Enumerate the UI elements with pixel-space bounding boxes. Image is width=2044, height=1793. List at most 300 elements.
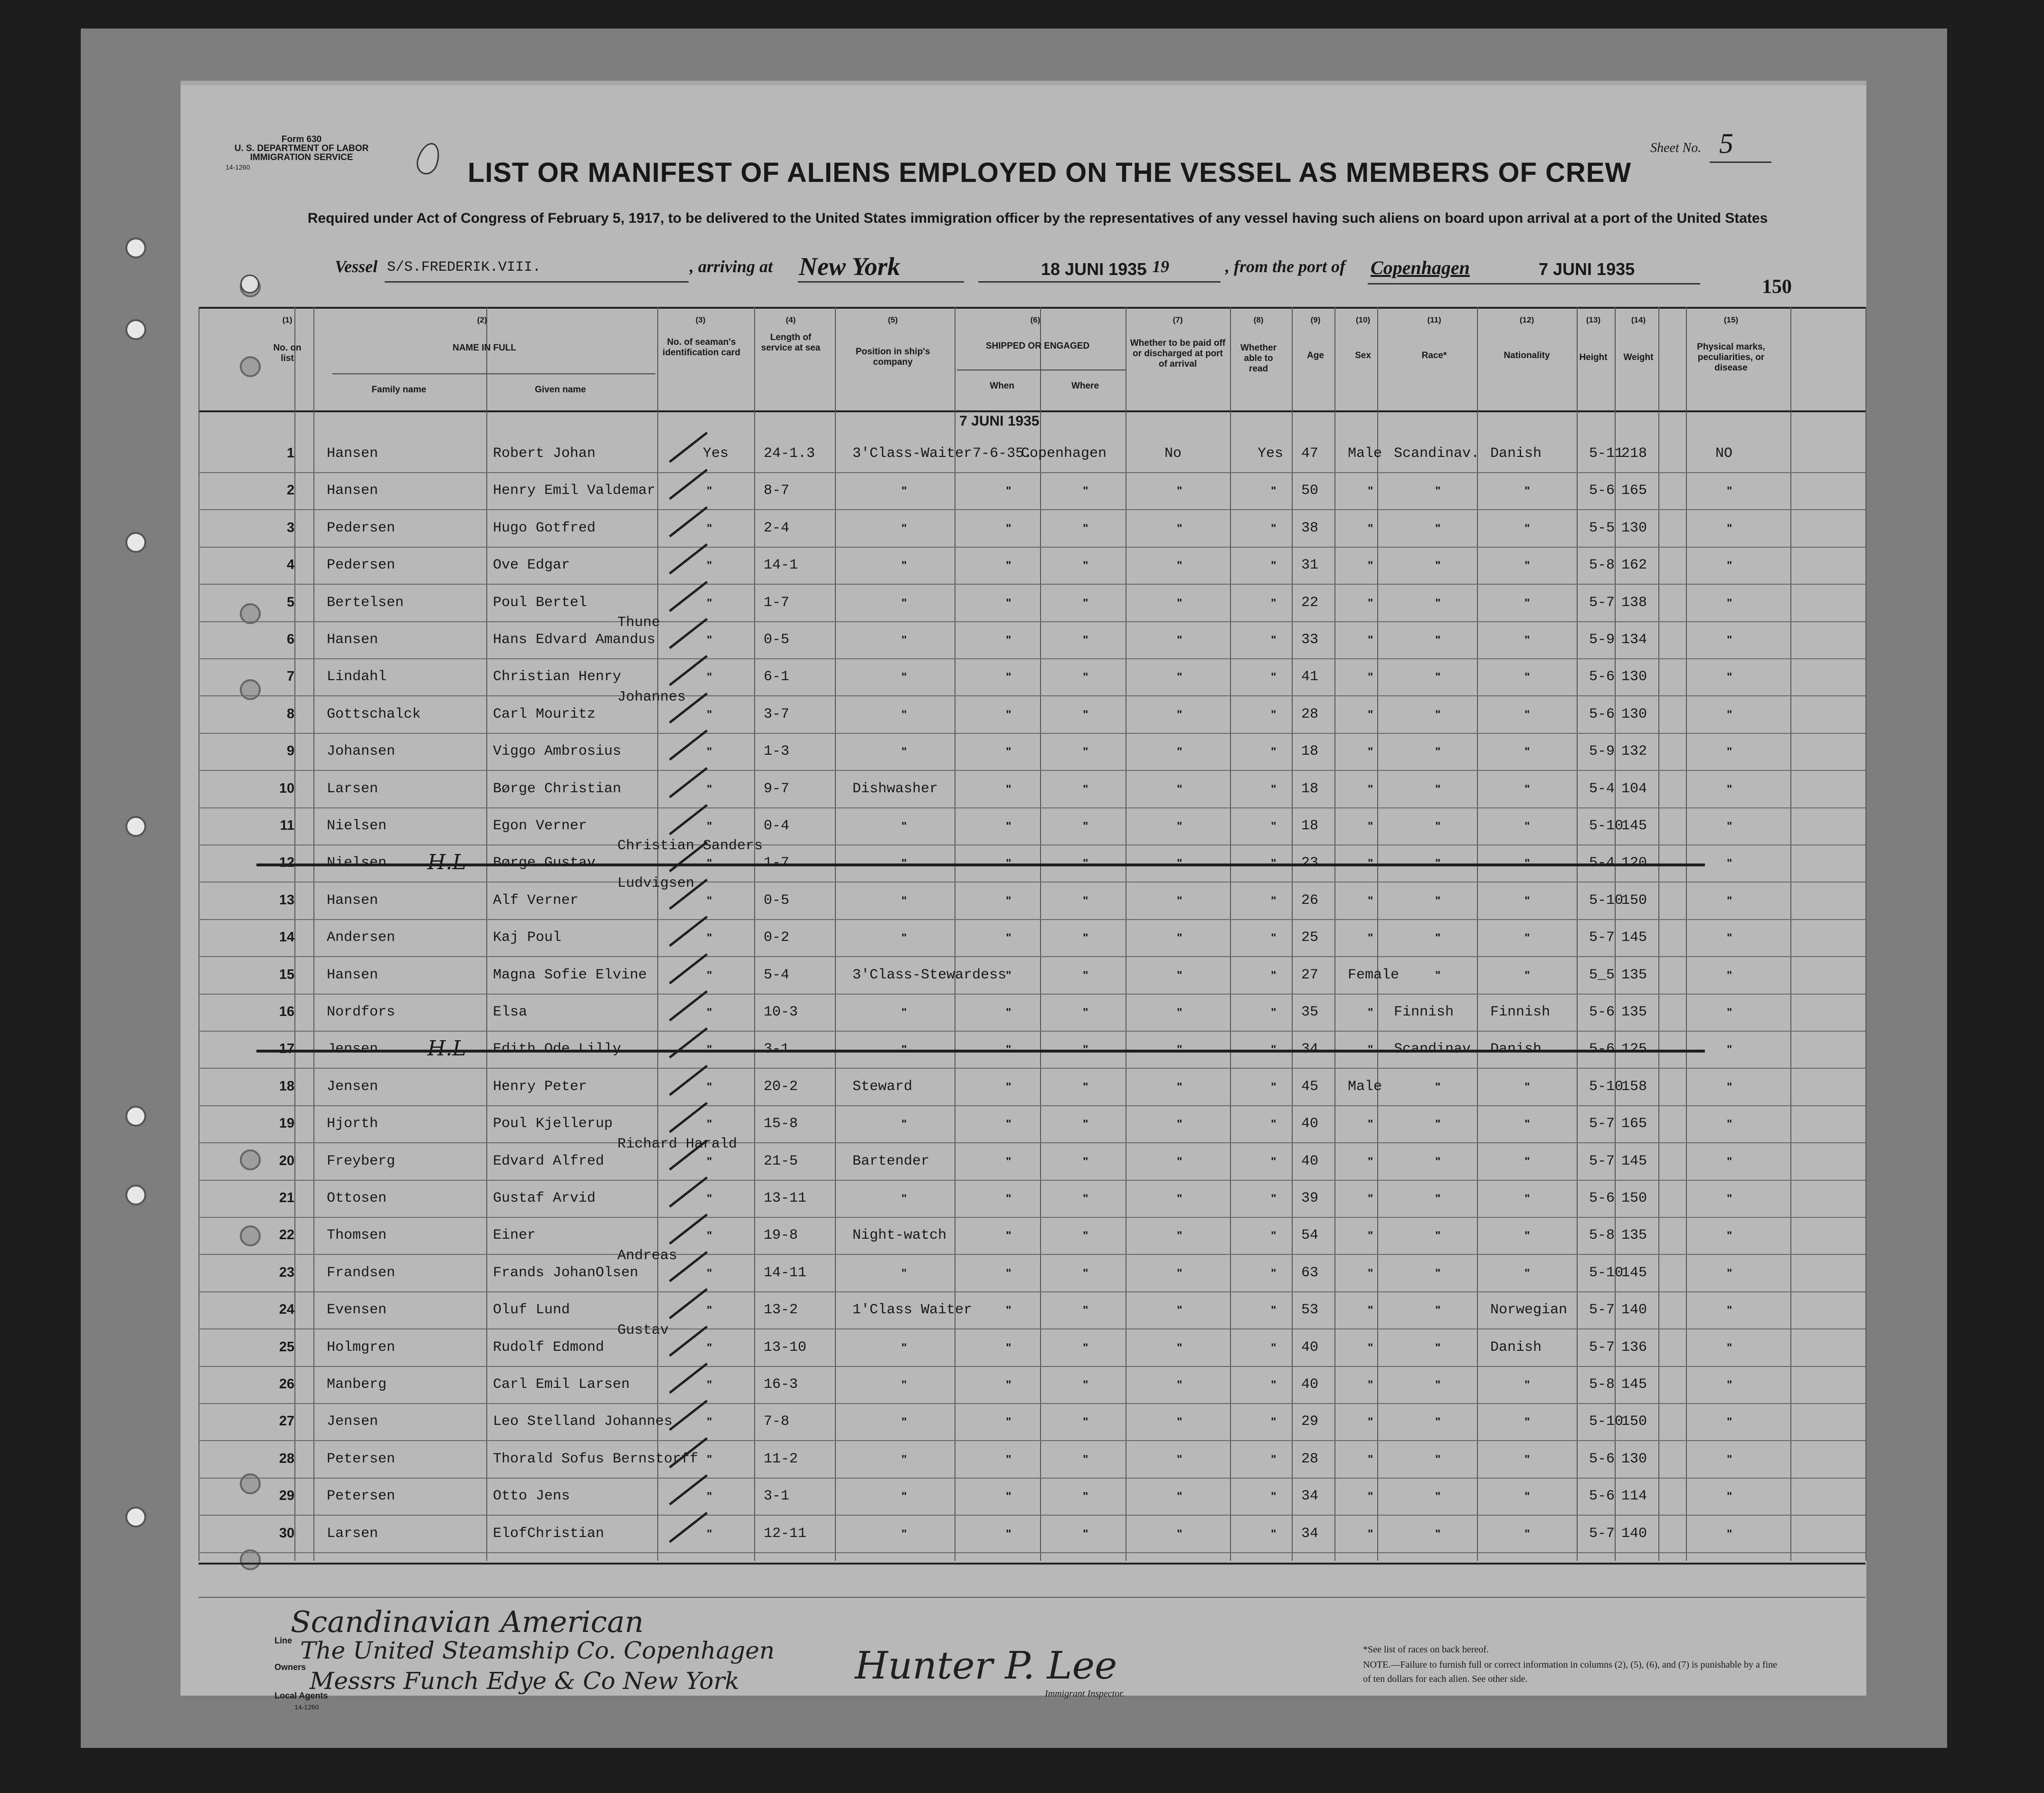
row-number: 8 — [286, 706, 294, 721]
ditto-mark: " — [1271, 1006, 1277, 1019]
row-rule — [199, 1217, 1865, 1218]
cell-weight: 130 — [1621, 1451, 1647, 1467]
cell-nationality: Danish — [1490, 1339, 1542, 1356]
family-name: Hansen — [327, 632, 379, 648]
ditto-mark: " — [1524, 1118, 1530, 1131]
column-number: (2) — [477, 315, 487, 324]
family-name: Frandsen — [327, 1264, 396, 1281]
ditto-mark: " — [707, 1192, 712, 1205]
arrival-port-underline — [798, 281, 964, 283]
header-name-in-full: NAME IN FULL — [452, 343, 517, 353]
ditto-mark: " — [1524, 782, 1530, 796]
ditto-mark: " — [1435, 1266, 1441, 1280]
cell-weight: 145 — [1621, 930, 1647, 946]
ditto-mark: " — [1524, 857, 1530, 870]
ditto-mark: " — [901, 1043, 907, 1056]
ditto-mark: " — [707, 968, 712, 982]
family-name: Hansen — [327, 446, 379, 462]
punch-hole-icon — [125, 237, 146, 258]
family-name: Bertelsen — [327, 594, 404, 611]
cell-height: 5-6 — [1589, 1041, 1615, 1058]
cell-age: 28 — [1301, 706, 1319, 722]
family-name: Pedersen — [327, 520, 396, 536]
header-id-card: No. of seaman's identification card — [662, 337, 740, 358]
table-bottom-rule — [199, 1563, 1865, 1565]
ditto-mark: " — [1271, 1155, 1277, 1168]
ditto-mark: " — [1271, 1043, 1277, 1056]
ditto-mark: " — [1083, 1155, 1088, 1168]
ditto-mark: " — [901, 484, 907, 498]
cell-age: 18 — [1301, 743, 1319, 760]
ditto-mark: " — [707, 1490, 712, 1503]
ditto-mark: " — [1435, 1341, 1441, 1354]
ditto-mark: " — [901, 634, 907, 646]
ditto-mark: " — [1177, 1378, 1183, 1391]
arrival-port: New York — [799, 252, 900, 281]
family-name: Petersen — [327, 1488, 396, 1505]
cell-service: 0-5 — [764, 632, 790, 648]
row-rule — [199, 1291, 1865, 1292]
cell-age: 18 — [1301, 818, 1319, 834]
ditto-mark: " — [1083, 559, 1088, 572]
ditto-mark: " — [1271, 1490, 1277, 1503]
ditto-mark: " — [1524, 820, 1530, 833]
ditto-mark: " — [1177, 820, 1183, 833]
column-number: (9) — [1310, 315, 1321, 324]
ditto-mark: " — [1177, 1304, 1183, 1317]
column-number: (15) — [1723, 315, 1739, 324]
agents-label: Local Agents — [274, 1691, 328, 1700]
cell-age: 22 — [1301, 594, 1319, 611]
given-name: Børge Christian — [493, 780, 622, 797]
cell-height: 5-7 — [1589, 1525, 1615, 1542]
ditto-mark: " — [1006, 1006, 1012, 1019]
header-where: Where — [1071, 381, 1099, 391]
ditto-mark: " — [1524, 894, 1530, 907]
ditto-mark: " — [1083, 820, 1088, 833]
ditto-mark: " — [1006, 745, 1012, 759]
ditto-mark: " — [1524, 1490, 1530, 1503]
column-rule — [1477, 307, 1478, 1561]
column-rule — [955, 307, 956, 1561]
ditto-mark: " — [707, 931, 712, 945]
ditto-mark: " — [1177, 1229, 1183, 1243]
row-number: 18 — [279, 1078, 294, 1094]
row-number: 3 — [286, 520, 294, 535]
given-name: Ove Edgar — [493, 557, 570, 574]
column-number: (6) — [1030, 315, 1041, 324]
given-name: Kaj Poul — [493, 930, 562, 946]
ditto-mark: " — [1083, 1527, 1088, 1540]
ditto-mark: " — [1524, 1452, 1530, 1466]
vessel-name: S/S.FREDERIK.VIII. — [387, 259, 541, 275]
ditto-mark: " — [1271, 782, 1277, 796]
ditto-mark: " — [1006, 1266, 1012, 1280]
cell-height: 5-10 — [1589, 818, 1624, 834]
ditto-mark: " — [1006, 1378, 1012, 1391]
family-name: Ottosen — [327, 1190, 387, 1206]
column-rule — [1790, 307, 1791, 1561]
given-name: Oluf Lund — [493, 1302, 570, 1319]
cell-age: 35 — [1301, 1004, 1319, 1020]
ditto-mark: " — [901, 745, 907, 759]
header-able-read: Whether able to read — [1240, 343, 1277, 374]
row-number: 24 — [279, 1302, 294, 1318]
row-rule — [199, 733, 1865, 734]
cell-service: 13-10 — [764, 1339, 807, 1356]
ditto-mark: " — [1271, 1341, 1277, 1354]
ditto-mark: " — [1524, 671, 1530, 684]
ditto-mark: " — [1177, 671, 1183, 684]
ditto-mark: " — [1727, 1229, 1732, 1243]
ditto-mark: " — [707, 894, 712, 907]
cell-race: Scandinav. — [1394, 1041, 1480, 1058]
ditto-mark: " — [901, 894, 907, 907]
header-physical-marks: Physical marks, peculiarities, or disease — [1697, 342, 1765, 373]
row-rule — [199, 621, 1865, 622]
ditto-mark: " — [1083, 782, 1088, 796]
line-label: Line — [274, 1636, 293, 1645]
row-rule — [199, 584, 1865, 585]
given-name: Edvard Alfred — [493, 1153, 605, 1169]
header-length-service: Length of service at sea — [761, 332, 821, 353]
ditto-mark: " — [1435, 671, 1441, 684]
cell-age: 40 — [1301, 1153, 1319, 1169]
cell-sex: Female — [1348, 967, 1400, 983]
ditto-mark: " — [1177, 1118, 1183, 1131]
header-nationality: Nationality — [1504, 351, 1550, 360]
ditto-mark: " — [1083, 1452, 1088, 1466]
ditto-mark: " — [1368, 708, 1373, 721]
row-number: 4 — [286, 557, 294, 573]
departure-underline — [1368, 283, 1700, 285]
cell-service: 10-3 — [764, 1004, 798, 1020]
ditto-mark: " — [901, 1415, 907, 1429]
ditto-mark: " — [1006, 596, 1012, 609]
cell-position: 1'Class Waiter — [852, 1302, 973, 1319]
ditto-mark: " — [1083, 708, 1088, 721]
ditto-mark: " — [1177, 857, 1183, 870]
cell-position: Steward — [852, 1078, 913, 1095]
cell-height: 5-7 — [1589, 1302, 1615, 1319]
ditto-mark: " — [1368, 894, 1373, 907]
ditto-mark: " — [1368, 857, 1373, 870]
ditto-mark: " — [1083, 1304, 1088, 1317]
cell-age: 40 — [1301, 1116, 1319, 1132]
ditto-mark: " — [1271, 1118, 1277, 1131]
row-rule — [199, 658, 1865, 659]
family-name: Larsen — [327, 780, 379, 797]
ditto-mark: " — [901, 559, 907, 572]
ditto-mark: " — [1271, 968, 1277, 982]
ditto-mark: " — [1177, 745, 1183, 759]
family-name: Larsen — [327, 1525, 379, 1542]
row-number: 12 — [279, 855, 294, 871]
cell-position: Dishwasher — [852, 780, 938, 797]
ditto-mark: " — [1727, 1490, 1732, 1503]
ditto-mark: " — [901, 857, 907, 870]
ditto-mark: " — [1435, 634, 1441, 646]
family-name: Gottschalck — [327, 706, 421, 722]
ditto-mark: " — [1368, 671, 1373, 684]
ditto-mark: " — [1727, 968, 1732, 982]
cell-nationality: Norwegian — [1490, 1302, 1568, 1319]
cell-height: 5-6 — [1589, 706, 1615, 722]
given-name: Leo Stelland Johannes — [493, 1414, 673, 1430]
given-name-addition: Gustav — [617, 1322, 669, 1338]
ring-hole-icon — [240, 1225, 261, 1246]
ditto-mark: " — [1006, 1229, 1012, 1243]
ditto-mark: " — [1006, 857, 1012, 870]
given-name: Otto Jens — [493, 1488, 570, 1505]
given-name-addition: Johannes — [617, 689, 686, 705]
ditto-mark: " — [1524, 522, 1530, 535]
row-rule — [199, 1478, 1865, 1479]
service-name: IMMIGRATION SERVICE — [250, 152, 353, 162]
ditto-mark: " — [1083, 1118, 1088, 1131]
cell-service: 14-1 — [764, 557, 798, 574]
ditto-mark: " — [1006, 522, 1012, 535]
row-rule — [199, 1068, 1865, 1069]
row-rule — [199, 547, 1865, 548]
cell-nationality: Danish — [1490, 446, 1542, 462]
sheet-label: Sheet No. — [1650, 141, 1702, 155]
ditto-mark: " — [1083, 596, 1088, 609]
column-number: (10) — [1355, 315, 1371, 324]
ditto-mark: " — [1435, 1527, 1441, 1540]
cell-age: 40 — [1301, 1376, 1319, 1393]
ditto-mark: " — [1271, 596, 1277, 609]
ditto-mark: " — [1177, 1043, 1183, 1056]
ditto-mark: " — [1727, 1006, 1732, 1019]
ditto-mark: " — [1368, 931, 1373, 945]
agents-handwritten: Messrs Funch Edye & Co New York — [310, 1667, 739, 1695]
ditto-mark: " — [1271, 931, 1277, 945]
cell-weight: 130 — [1621, 669, 1647, 685]
given-name: Gustaf Arvid — [493, 1190, 596, 1206]
ditto-mark: " — [901, 931, 907, 945]
cell-age: 63 — [1301, 1264, 1319, 1281]
cell-service: 13-11 — [764, 1190, 807, 1206]
ditto-mark: " — [1727, 1155, 1732, 1168]
cell-weight: 150 — [1621, 892, 1647, 909]
arriving-label: , arriving at — [690, 257, 773, 276]
family-name: Hansen — [327, 483, 379, 499]
given-name: Thorald Sofus Bernstorff — [493, 1451, 699, 1467]
ditto-mark: " — [1524, 1266, 1530, 1280]
ditto-mark: " — [1006, 1155, 1012, 1168]
cell-weight: 158 — [1621, 1078, 1647, 1095]
ditto-mark: " — [1083, 894, 1088, 907]
departure-date-stamp: 7 JUNI 1935 — [1539, 259, 1635, 279]
name-divider — [332, 373, 655, 374]
row-rule — [199, 695, 1865, 696]
ditto-mark: " — [1368, 1490, 1373, 1503]
ditto-mark: " — [1727, 1118, 1732, 1131]
cell-service: 12-11 — [764, 1525, 807, 1542]
ditto-mark: " — [1368, 1192, 1373, 1205]
given-name-addition: Christian Sanders — [617, 838, 763, 854]
ditto-mark: " — [707, 782, 712, 796]
cell-height: 5-7 — [1589, 1153, 1615, 1169]
arrival-date-stamp: 18 JUNI 1935 — [1041, 259, 1147, 279]
header-sex: Sex — [1355, 351, 1371, 360]
header-paid-off: Whether to be paid off or discharged at port of arrival — [1130, 338, 1226, 369]
ditto-mark: " — [1524, 708, 1530, 721]
ditto-mark: " — [1083, 1229, 1088, 1243]
ditto-mark: " — [1271, 1415, 1277, 1429]
cell-service: 19-8 — [764, 1227, 798, 1244]
ditto-mark: " — [1435, 1118, 1441, 1131]
cell-weight: 135 — [1621, 1227, 1647, 1244]
footer-rule — [199, 1597, 1865, 1598]
cell-height: 5-7 — [1589, 1339, 1615, 1356]
row-number: 26 — [279, 1376, 294, 1392]
ditto-mark: " — [1727, 596, 1732, 609]
row-rule — [199, 1031, 1865, 1032]
row-rule — [199, 509, 1865, 510]
cell-paid: No — [1164, 446, 1182, 462]
ditto-mark: " — [707, 596, 712, 609]
row-rule — [199, 807, 1865, 808]
cell-age: 27 — [1301, 967, 1319, 983]
row-number: 5 — [286, 594, 294, 610]
ditto-mark: " — [1177, 1490, 1183, 1503]
ditto-mark: " — [1177, 559, 1183, 572]
ditto-mark: " — [1368, 782, 1373, 796]
ditto-mark: " — [1177, 1192, 1183, 1205]
cell-weight: 125 — [1621, 1041, 1647, 1058]
cell-weight: 130 — [1621, 520, 1647, 536]
cell-position: Bartender — [852, 1153, 930, 1169]
row-rule — [199, 994, 1865, 995]
given-name: Carl Mouritz — [493, 706, 596, 722]
cell-service: 14-11 — [764, 1264, 807, 1281]
ditto-mark: " — [1271, 820, 1277, 833]
ditto-mark: " — [1727, 522, 1732, 535]
cell-height: 5_5 — [1589, 967, 1615, 983]
row-rule — [199, 1105, 1865, 1106]
given-name: Elsa — [493, 1004, 528, 1020]
cell-where: Copenhagen — [1021, 446, 1107, 462]
ditto-mark: " — [707, 1006, 712, 1019]
cell-service: 0-5 — [764, 892, 790, 909]
ditto-mark: " — [707, 820, 712, 833]
ditto-mark: " — [901, 522, 907, 535]
cell-height: 5-6 — [1589, 669, 1615, 685]
ditto-mark: " — [1083, 857, 1088, 870]
ditto-mark: " — [1368, 745, 1373, 759]
cell-age: 23 — [1301, 855, 1319, 872]
departure-port: Copenhagen — [1371, 257, 1470, 278]
ditto-mark: " — [707, 1229, 712, 1243]
ditto-mark: " — [1368, 1341, 1373, 1354]
ditto-mark: " — [1524, 484, 1530, 498]
row-number: 7 — [286, 669, 294, 684]
cell-height: 5-10 — [1589, 1078, 1624, 1095]
cell-height: 5-4 — [1589, 855, 1615, 872]
family-name: Lindahl — [327, 669, 387, 685]
ditto-mark: " — [1177, 1415, 1183, 1429]
ditto-mark: " — [901, 671, 907, 684]
given-name: Magna Sofie Elvine — [493, 967, 647, 983]
row-number: 10 — [279, 780, 294, 796]
column-rule — [657, 307, 658, 1561]
cell-service: 9-7 — [764, 780, 790, 797]
row-number: 9 — [286, 743, 294, 759]
cell-weight: 145 — [1621, 1264, 1647, 1281]
ditto-mark: " — [1435, 894, 1441, 907]
ditto-mark: " — [1083, 1378, 1088, 1391]
column-rule — [1292, 307, 1293, 1561]
strike-through-line — [256, 863, 1705, 866]
cell-service: 1-7 — [764, 855, 790, 872]
ditto-mark: " — [1435, 745, 1441, 759]
family-name: Hansen — [327, 892, 379, 909]
punch-hole-icon — [125, 319, 146, 340]
ditto-mark: " — [1368, 1266, 1373, 1280]
ditto-mark: " — [1435, 522, 1441, 535]
ditto-mark: " — [1271, 1527, 1277, 1540]
year-underline — [1173, 281, 1221, 283]
family-name: Evensen — [327, 1302, 387, 1319]
column-rule — [1865, 307, 1866, 1561]
ditto-mark: " — [901, 596, 907, 609]
ditto-mark: " — [1727, 1527, 1732, 1540]
cell-weight: 165 — [1621, 1116, 1647, 1132]
given-name: Edith Ode Lilly — [493, 1041, 622, 1058]
column-number: (5) — [888, 315, 898, 324]
ditto-mark: " — [1006, 634, 1012, 646]
ditto-mark: " — [1006, 931, 1012, 945]
ditto-mark: " — [1083, 1006, 1088, 1019]
row-number: 16 — [279, 1004, 294, 1019]
cell-service: 0-2 — [764, 930, 790, 946]
ring-hole-icon — [240, 1149, 261, 1170]
header-family-name: Family name — [371, 385, 426, 395]
row-rule — [199, 956, 1865, 957]
cell-age: 38 — [1301, 520, 1319, 536]
column-rule — [1686, 307, 1687, 1561]
family-name: Nordfors — [327, 1004, 396, 1020]
cell-weight: 138 — [1621, 594, 1647, 611]
ditto-mark: " — [1271, 1229, 1277, 1243]
cell-sex: Male — [1348, 446, 1382, 462]
ditto-mark: " — [707, 671, 712, 684]
header-height: Height — [1579, 352, 1608, 362]
ditto-mark: " — [1083, 968, 1088, 982]
cell-height: 5-6 — [1589, 1488, 1615, 1505]
given-name: Frands JohanOlsen — [493, 1264, 639, 1281]
ditto-mark: " — [1524, 596, 1530, 609]
cell-race: Finnish — [1394, 1004, 1454, 1020]
cell-age: 34 — [1301, 1488, 1319, 1505]
ditto-mark: " — [1006, 820, 1012, 833]
ditto-mark: " — [1368, 1304, 1373, 1317]
column-number: (7) — [1173, 315, 1183, 324]
column-rule — [835, 307, 836, 1561]
ditto-mark: " — [1177, 1452, 1183, 1466]
row-number: 25 — [279, 1339, 294, 1355]
cell-service: 13-2 — [764, 1302, 798, 1319]
ditto-mark: " — [1177, 484, 1183, 498]
cell-age: 29 — [1301, 1414, 1319, 1430]
ditto-mark: " — [1524, 1080, 1530, 1093]
page-title: LIST OR MANIFEST OF ALIENS EMPLOYED ON THE VESSEL AS MEMBERS OF CREW — [467, 157, 1632, 188]
given-name: Børge Gustav — [493, 855, 596, 872]
ditto-mark: " — [1727, 745, 1732, 759]
cell-service: 1-3 — [764, 743, 790, 760]
